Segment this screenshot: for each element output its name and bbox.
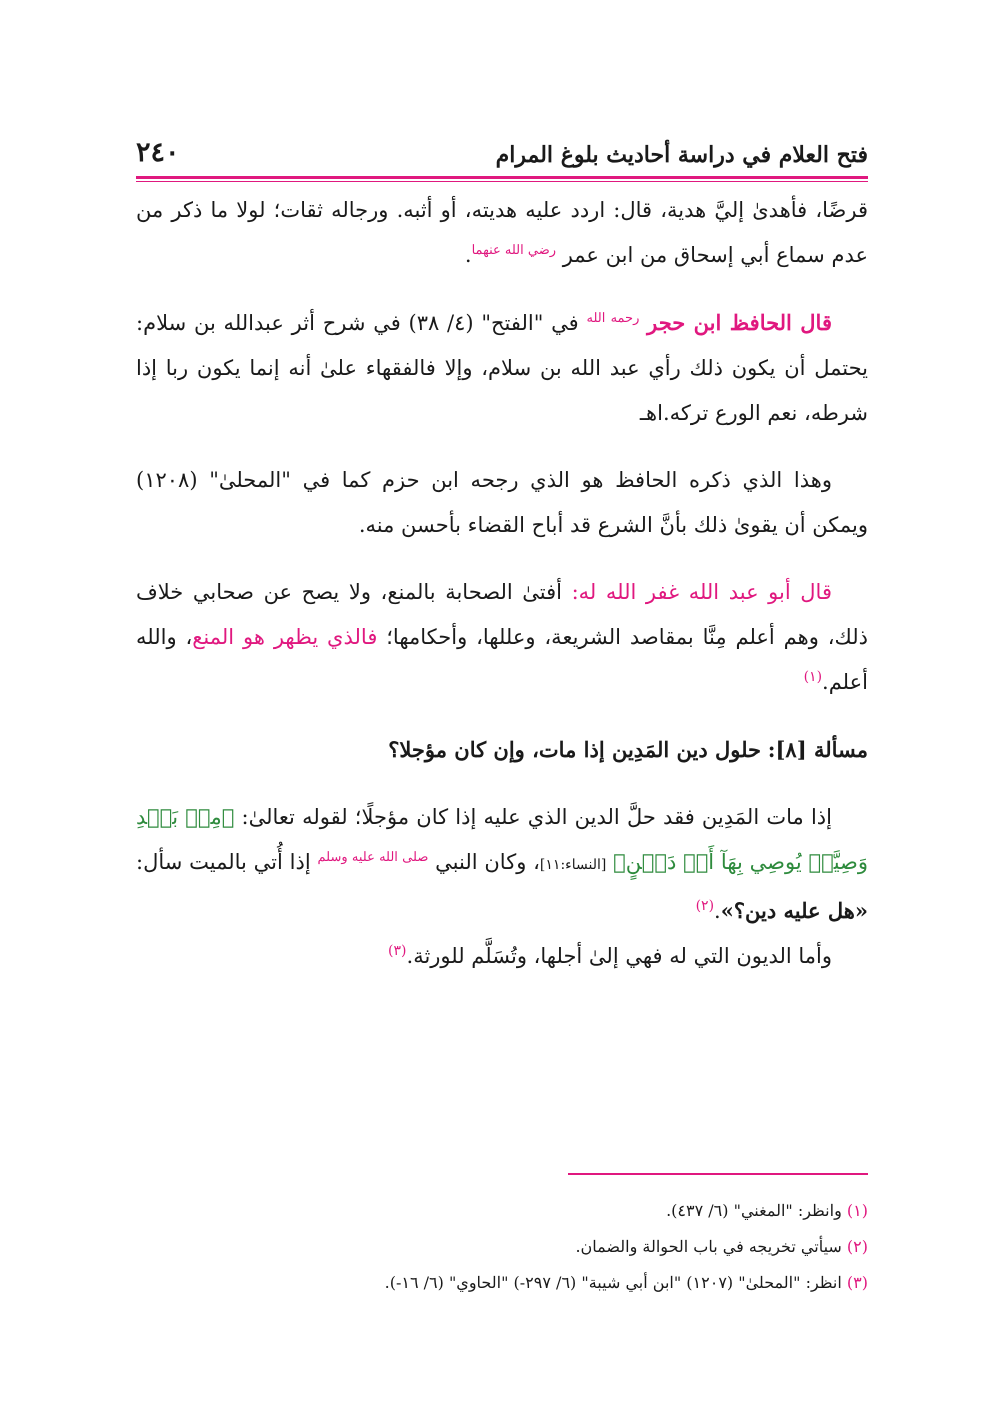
paragraph-2-lead: قال الحافظ ابن حجر xyxy=(647,310,832,335)
paragraph-1-text: قرضًا، فأهدىٰ إليَّ هدية، قال: اردد عليه هديته، أو أثبه. ورجاله ثقات؛ لولا ما ذكر من عدم سماع أبي إسحاق من ابن عمر xyxy=(136,198,868,267)
quran-verse: ﴿مِنۢ بَعۡدِ وَصِيَّةٖ يُوصِي بِهَآ أَوۡ دَيۡنٍ﴾ xyxy=(136,805,869,874)
paragraph-4-text: أفتىٰ الصحابة بالمنع، ولا يصح عن صحابي خلاف ذلك، وهم أعلم مِنَّا بمقاصد الشريعة، وعللها، وأحكامها؛ xyxy=(136,580,868,649)
paragraph-3: وهذا الذي ذكره الحافظ هو الذي رجحه ابن حزم كما في "المحلىٰ" (١٢٠٨) ويمكن أن يقوىٰ ذلك بأنَّ الشرع قد أباح القضاء بأحسن منه. xyxy=(136,468,868,537)
paragraph-6-text: وأما الديون التي له فهي إلىٰ أجلها، وتُسَلَّم للورثة. xyxy=(406,944,832,968)
issue-label: مسألة [٨]: xyxy=(767,737,868,762)
honorific-glyph: رحمه الله xyxy=(586,311,640,326)
page-number: ٢٤٠ xyxy=(136,137,180,168)
footnote-number: (٣) xyxy=(846,1273,868,1292)
footnote-ref-1[interactable]: (١) xyxy=(803,669,823,685)
paragraph-6 xyxy=(136,934,868,979)
paragraph-4-end: ، والله أعلم. xyxy=(136,625,868,694)
paragraph-1-end: . xyxy=(464,243,472,267)
paragraph-5-text-3: إذا أُتي بالميت سأل: xyxy=(136,850,311,874)
prophet-honorific-glyph: صلى الله عليه وسلم xyxy=(317,850,429,865)
body-text xyxy=(136,188,868,979)
footnote-text: وانظر: "المغني" (٦/ ٤٣٧). xyxy=(666,1201,842,1220)
page-header xyxy=(136,128,868,168)
footnote-text: سيأتي تخريجه في باب الحوالة والضمان. xyxy=(575,1237,842,1256)
paragraph-2-text: في "الفتح" (٤/ ٣٨) في شرح أثر عبدالله بن سلام: يحتمل أن يكون ذلك رأي عبد الله بن سلام، وإلا فالفقهاء علىٰ أنه إنما يكون ربا إذا شرطه، نعم الورع تركه.اهـ xyxy=(136,311,868,425)
paragraph-4-lead: قال أبو عبد الله غفر الله له: xyxy=(571,580,832,604)
header-rule-thick xyxy=(136,176,868,179)
footnote-separator xyxy=(568,1173,868,1175)
paragraph-5-end: . xyxy=(714,899,721,923)
hadith-quote: «هل عليه دين؟» xyxy=(720,898,868,923)
paragraph-2 xyxy=(136,300,868,436)
paragraph-5 xyxy=(136,795,868,934)
footnote-number: (٢) xyxy=(846,1237,868,1256)
footnote-2 xyxy=(136,1229,868,1265)
footnote-number: (١) xyxy=(846,1201,868,1220)
footnote-3 xyxy=(136,1265,868,1301)
paragraph-5-text-2: ، وكان النبي xyxy=(435,850,540,874)
footnote-1 xyxy=(136,1193,868,1229)
paragraph-4-conclusion: فالذي يظهر هو المنع xyxy=(192,625,378,649)
honorific-glyph: رضي الله عنهما xyxy=(471,243,557,258)
header-rule-thin xyxy=(136,181,868,182)
footnote-text: انظر: "المحلىٰ" (١٢٠٧) "ابن أبي شيبة" (٦/ ٢٩٧-) "الحاوي" (٦/ ١٦-). xyxy=(384,1273,842,1292)
footnote-ref-3[interactable]: (٣) xyxy=(388,943,407,959)
issue-heading xyxy=(136,727,868,773)
paragraph-4 xyxy=(136,570,868,705)
book-title: فتح العلام في دراسة أحاديث بلوغ المرام xyxy=(495,142,868,168)
quran-reference: [النساء:١١] xyxy=(539,857,607,873)
issue-title: حلول دين المَدِين إذا مات، وإن كان مؤجلا؟ xyxy=(388,737,762,762)
paragraph-1 xyxy=(136,188,868,278)
footnote-ref-2[interactable]: (٢) xyxy=(695,898,715,914)
footnotes xyxy=(136,1193,868,1301)
paragraph-5-text-1: إذا مات المَدِين فقد حلَّ الدين الذي عليه إذا كان مؤجلًا؛ لقوله تعالىٰ: xyxy=(241,805,832,829)
